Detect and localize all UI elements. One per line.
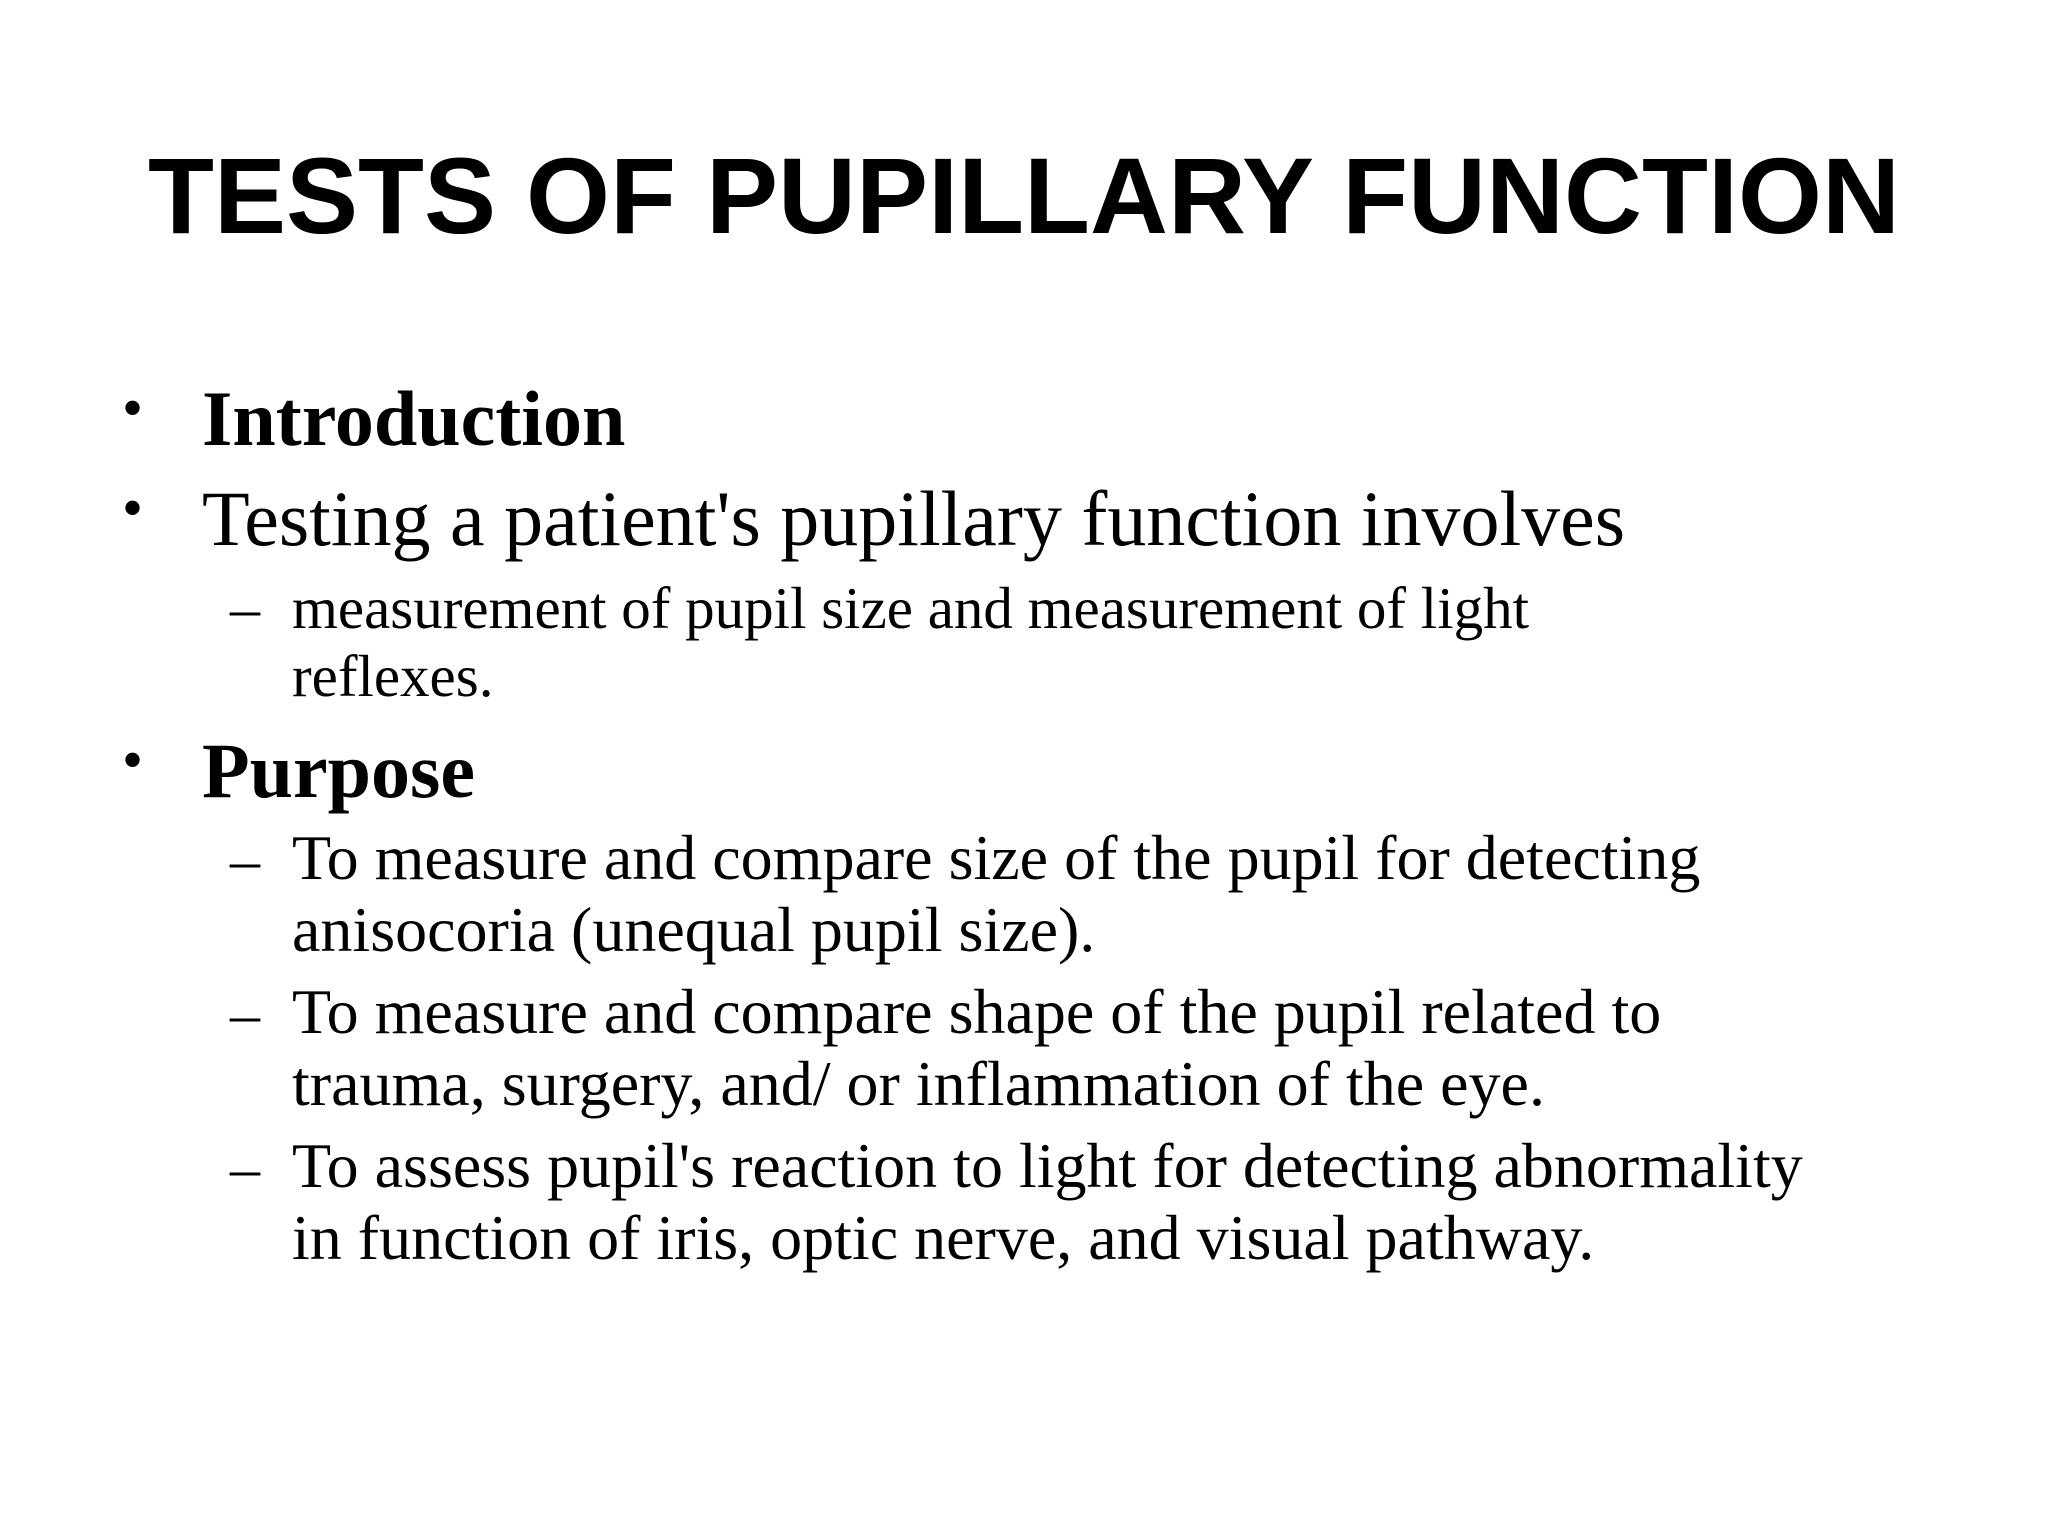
bullet-icon: •: [122, 727, 144, 793]
sub-item-shape-line-1: To measure and compare shape of the pupil related to: [292, 976, 1662, 1047]
bullet-purpose: Purpose: [202, 727, 475, 814]
dash-icon: –: [230, 575, 260, 641]
bullet-icon: •: [122, 475, 144, 541]
sub-item-shape-line-2: trauma, surgery, and/ or inflammation of the eye.: [292, 1048, 1545, 1119]
bullet-introduction: Introduction: [202, 375, 626, 462]
dash-icon: –: [230, 981, 260, 1047]
sub-item-measurement-line-2: reflexes.: [292, 643, 494, 709]
bullet-testing: Testing a patient's pupillary function involves: [202, 475, 1626, 562]
slide-title: TESTS OF PUPILLARY FUNCTION: [147, 135, 1901, 256]
dash-icon: –: [230, 1135, 260, 1201]
sub-item-size-line-2: anisocoria (unequal pupil size).: [292, 894, 1096, 965]
sub-item-size-line-1: To measure and compare size of the pupil for detecting: [292, 822, 1701, 893]
bullet-icon: •: [122, 375, 144, 441]
dash-icon: –: [230, 827, 260, 893]
sub-item-reaction-line-2: in function of iris, optic nerve, and visual pathway.: [292, 1202, 1595, 1273]
sub-item-reaction-line-1: To assess pupil's reaction to light for detecting abnormality: [292, 1130, 1803, 1201]
sub-item-measurement-line-1: measurement of pupil size and measurement of light: [292, 575, 1529, 641]
